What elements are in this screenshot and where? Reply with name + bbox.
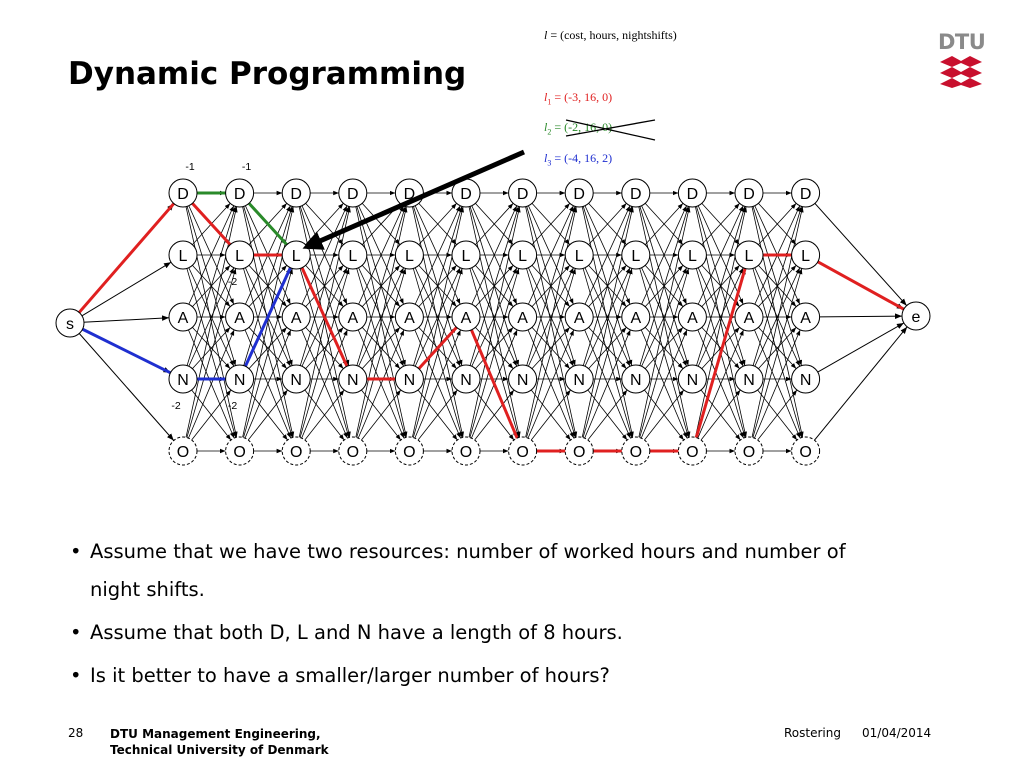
node-label: O xyxy=(516,444,529,461)
node-label: O xyxy=(346,444,360,461)
node-label: O xyxy=(176,444,190,461)
node-label: L xyxy=(348,248,358,265)
node-label: L xyxy=(461,248,471,265)
edge-end xyxy=(818,323,904,372)
path-1-segment xyxy=(79,204,174,314)
start-node-label: s xyxy=(66,316,74,333)
node-label: A xyxy=(404,310,415,327)
edge-start xyxy=(81,262,171,316)
edge-end xyxy=(815,203,907,305)
edge-end xyxy=(814,327,907,440)
edge-start xyxy=(79,333,174,441)
node-label: A xyxy=(177,310,189,327)
dtu-logo-text: DTU xyxy=(938,30,986,54)
node-label: L xyxy=(631,248,641,265)
node-label: A xyxy=(517,310,528,327)
node-label: N xyxy=(290,372,302,389)
end-node-label: e xyxy=(911,309,921,326)
legend-l1: $l_1 = (-3$, 16, 0) xyxy=(544,90,613,107)
node-label: A xyxy=(800,310,811,327)
node-label: A xyxy=(743,310,755,327)
bullet-list xyxy=(70,533,890,700)
node-label: D xyxy=(799,186,812,203)
node-label: L xyxy=(235,248,245,265)
cost-label: -2 xyxy=(227,276,238,288)
node-label: L xyxy=(687,248,697,265)
footer-topic: Rostering xyxy=(784,726,841,740)
legend-l2: $l_2 = (-2$, 16, 0) xyxy=(544,120,613,137)
node-label: O xyxy=(233,444,246,461)
legend-l3: $l_3 = (-4$, 16, 2) xyxy=(544,151,613,168)
node-label: A xyxy=(290,310,302,327)
node-label: N xyxy=(743,372,755,389)
node-label: D xyxy=(290,186,302,203)
node-label: N xyxy=(347,372,359,389)
node-label: N xyxy=(403,372,416,389)
node-label: A xyxy=(460,310,472,327)
node-label: L xyxy=(518,248,528,265)
path-1-segment xyxy=(818,262,904,309)
node-label: O xyxy=(289,444,303,461)
node-label: O xyxy=(459,444,473,461)
node-label: D xyxy=(233,186,246,203)
bullet-item: • Is it better to have a smaller/larger number of hours? xyxy=(70,664,610,687)
node-label: A xyxy=(573,310,585,327)
node-label: O xyxy=(686,444,699,461)
node-label: O xyxy=(403,444,416,461)
node-label: D xyxy=(630,186,642,203)
node-label: O xyxy=(629,444,643,461)
node-label: N xyxy=(516,372,529,389)
node-label: N xyxy=(177,372,189,389)
node-label: A xyxy=(630,310,642,327)
node-label: N xyxy=(799,372,812,389)
slide-title: Dynamic Programming xyxy=(68,56,467,92)
node-label: D xyxy=(573,186,585,203)
pointer-arrow xyxy=(306,152,524,247)
node-label: L xyxy=(178,248,188,265)
node-label: N xyxy=(573,372,585,389)
node-label: D xyxy=(516,186,529,203)
bullet-item: • Assume that both D, L and N have a length of 8 hours. xyxy=(70,621,623,644)
node-label: O xyxy=(799,444,812,461)
node-label: N xyxy=(630,372,642,389)
node-label: N xyxy=(686,372,699,389)
node-label: N xyxy=(233,372,246,389)
page-number: 28 xyxy=(68,726,84,740)
cost-label: -1 xyxy=(185,161,195,173)
node-label: L xyxy=(574,248,584,265)
node-label: D xyxy=(347,186,359,203)
edge-start xyxy=(83,318,169,323)
node-label: D xyxy=(403,186,416,203)
node-label: D xyxy=(177,186,189,203)
node-label: D xyxy=(686,186,699,203)
cost-label: -2 xyxy=(227,400,238,412)
node-label: N xyxy=(460,372,472,389)
node-label: A xyxy=(687,310,698,327)
legend-header: l = (cost, hours, nightshifts) xyxy=(544,28,677,42)
node-label: L xyxy=(744,248,754,265)
node-label: A xyxy=(234,310,245,327)
footer-organization: DTU Management Engineering, Technical University of Denmark xyxy=(110,727,329,757)
node-label: D xyxy=(743,186,755,203)
node-label: O xyxy=(572,444,586,461)
node-label: O xyxy=(742,444,756,461)
cost-label: -1 xyxy=(241,161,252,173)
node-label: L xyxy=(801,248,811,265)
node-label: L xyxy=(291,248,301,265)
node-label: L xyxy=(404,248,414,265)
node-label: A xyxy=(347,310,359,327)
cost-label: -2 xyxy=(171,400,181,412)
node-label: D xyxy=(460,186,472,203)
bullet-item: • Assume that we have two resources: number of worked hours and number of night shifts. xyxy=(70,540,846,601)
footer-date: 01/04/2014 xyxy=(862,726,932,740)
edge-end xyxy=(820,316,902,317)
